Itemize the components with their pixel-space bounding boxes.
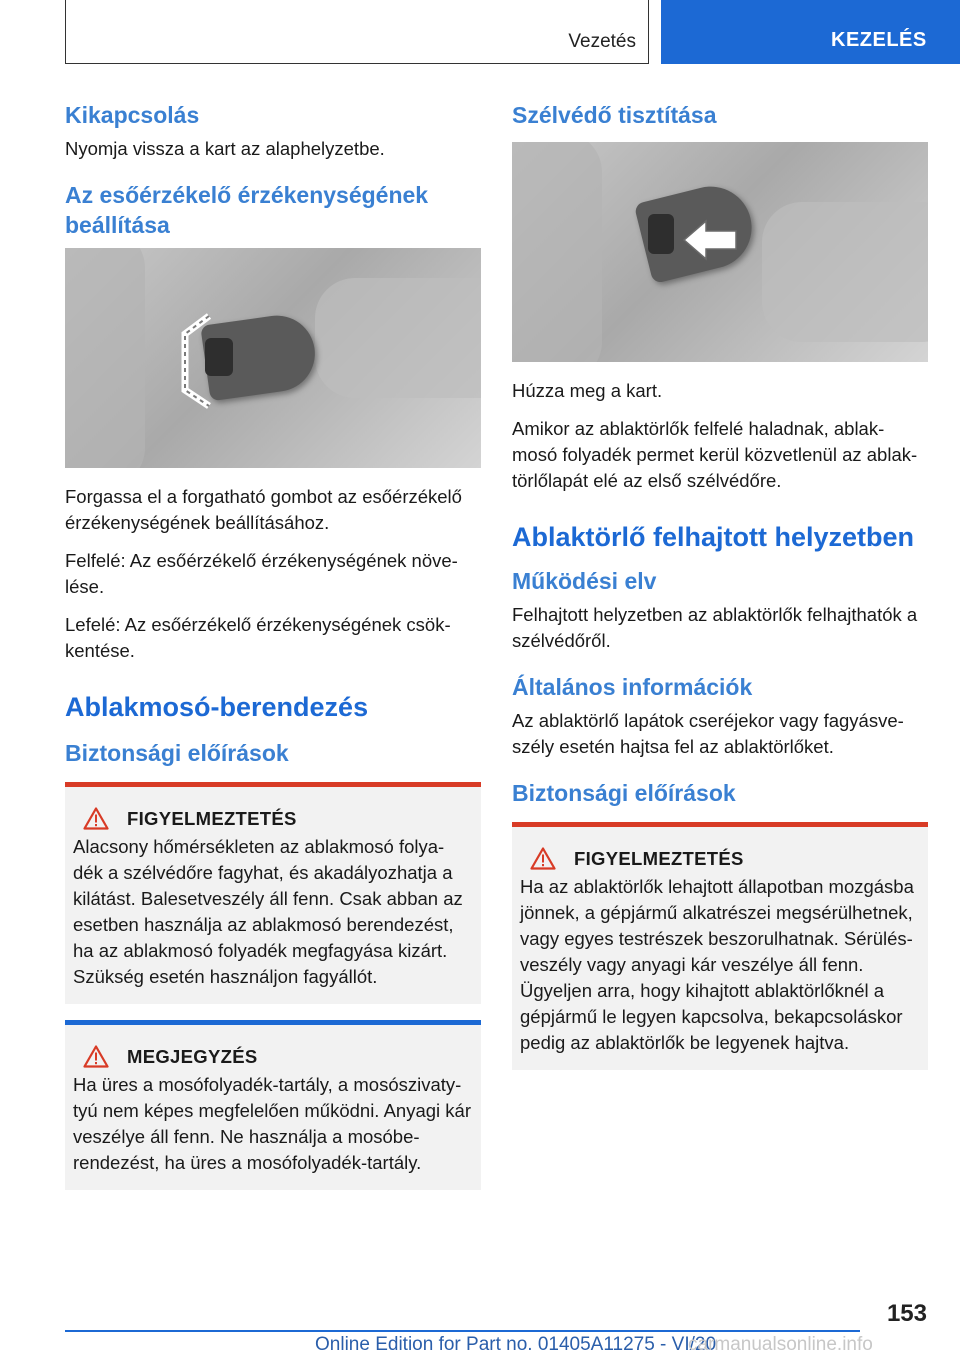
warning-triangle-icon: [530, 847, 556, 870]
kikapcsolas-heading: Kikapcsolás: [65, 102, 200, 128]
header-section-box: [65, 0, 649, 64]
washer-heading: Ablakmosó-berendezés: [65, 692, 369, 722]
right-column: [512, 100, 928, 1086]
footer-edition: Online Edition for Part no. 01405A11275 - VI/20: [315, 1334, 717, 1355]
safety-heading-left: Biztonsági előírások: [65, 740, 289, 766]
left-column: [65, 100, 481, 1206]
warning-triangle-icon: [83, 807, 109, 830]
clean-p2: Amikor az ablaktörlők felfelé haladnak, ablak-mosó folyadék permet kerül közvetlenül az ablak-törlőlapát elé az első szélvédőre.: [512, 418, 918, 491]
footer-watermark: carmanualsonline.info: [688, 1334, 873, 1355]
clean-heading: Szélvédő tisztítása: [512, 102, 717, 128]
principle-text: Felhajtott helyzetben az ablaktörlők felhajthatók a szélvédőről.: [512, 604, 918, 651]
windscreen-clean-image: [512, 142, 928, 362]
safety-heading-right: Biztonsági előírások: [512, 780, 736, 806]
sensitivity-p1: Forgassa el a forgatható gombot az esőérzékelő érzékenységének beállításához.: [65, 486, 462, 533]
warning-label-left: FIGYELMEZTETÉS: [127, 807, 297, 829]
notice-text: Ha üres a mosófolyadék-tartály, a mosószivaty-tyú nem képes megfelelően működni. Anyagi kár veszélye áll fenn. Ne használja a mosóbe-rendezést, ha üres a mosófolyadék-tartály.: [73, 1074, 471, 1173]
kikapcsolas-text: Nyomja vissza a kart az alaphelyzetbe.: [65, 138, 385, 159]
notice-label: MEGJEGYZÉS: [127, 1045, 258, 1067]
sensitivity-heading: Az esőérzékelő érzékenységének beállítása: [65, 182, 429, 238]
header-chapter-title: KEZELÉS: [831, 29, 927, 51]
sensitivity-p2: Felfelé: Az esőérzékelő érzékenységének növe-lése.: [65, 550, 458, 597]
footer-divider: [65, 1330, 860, 1332]
warning-text-left: Alacsony hőmérsékleten az ablakmosó folya-dék a szélvédőre fagyhat, és akadályozhatja a kilátást. Balesetveszély áll fenn. Csak abban az esetben használja az ablakmosó berendezést, ha az ablakmosó folyadék megfagyása kizárt. Szükség esetén használjon fagyállót.: [73, 836, 463, 987]
clean-p1: Húzza meg a kart.: [512, 380, 663, 401]
warning-text-right: Ha az ablaktörlők lehajtott állapotban mozgásba jönnek, a gépjármű alkatrészei megsérülhetnek, vagy egyes testrészek beszorulhatnak. Sérülés-veszély vagy anyagi kár veszélye áll fenn. Ügyeljen arra, hogy kihajtott ablaktörlőknél a gépjármű le legyen kapcsolva, bekapcsoláskor pedig az ablaktörlők be legyenek hajtva.: [520, 876, 914, 1053]
warning-box-left: [65, 782, 481, 1004]
general-text: Az ablaktörlő lapátok cseréjekor vagy fagyásve-szély esetén hajtsa fel az ablaktörlőket.: [512, 710, 904, 757]
general-heading: Általános információk: [512, 674, 753, 700]
notice-triangle-icon: [83, 1045, 109, 1068]
rotate-arrow-icon: [175, 310, 219, 410]
page-number: 153: [886, 1300, 927, 1327]
folded-heading: Ablaktörlő felhajtott helyzetben: [512, 522, 915, 552]
sensitivity-p3: Lefelé: Az esőérzékelő érzékenységének csök-kentése.: [65, 614, 451, 661]
rain-sensor-dial-image: [65, 248, 481, 468]
notice-box: [65, 1020, 481, 1190]
warning-label-right: FIGYELMEZTETÉS: [574, 847, 744, 869]
principle-heading: Működési elv: [512, 568, 657, 594]
header-section-title: Vezetés: [568, 31, 636, 52]
pull-arrow-icon: [680, 217, 740, 263]
header-chapter-tab: [661, 0, 960, 64]
warning-box-right: [512, 822, 928, 1070]
